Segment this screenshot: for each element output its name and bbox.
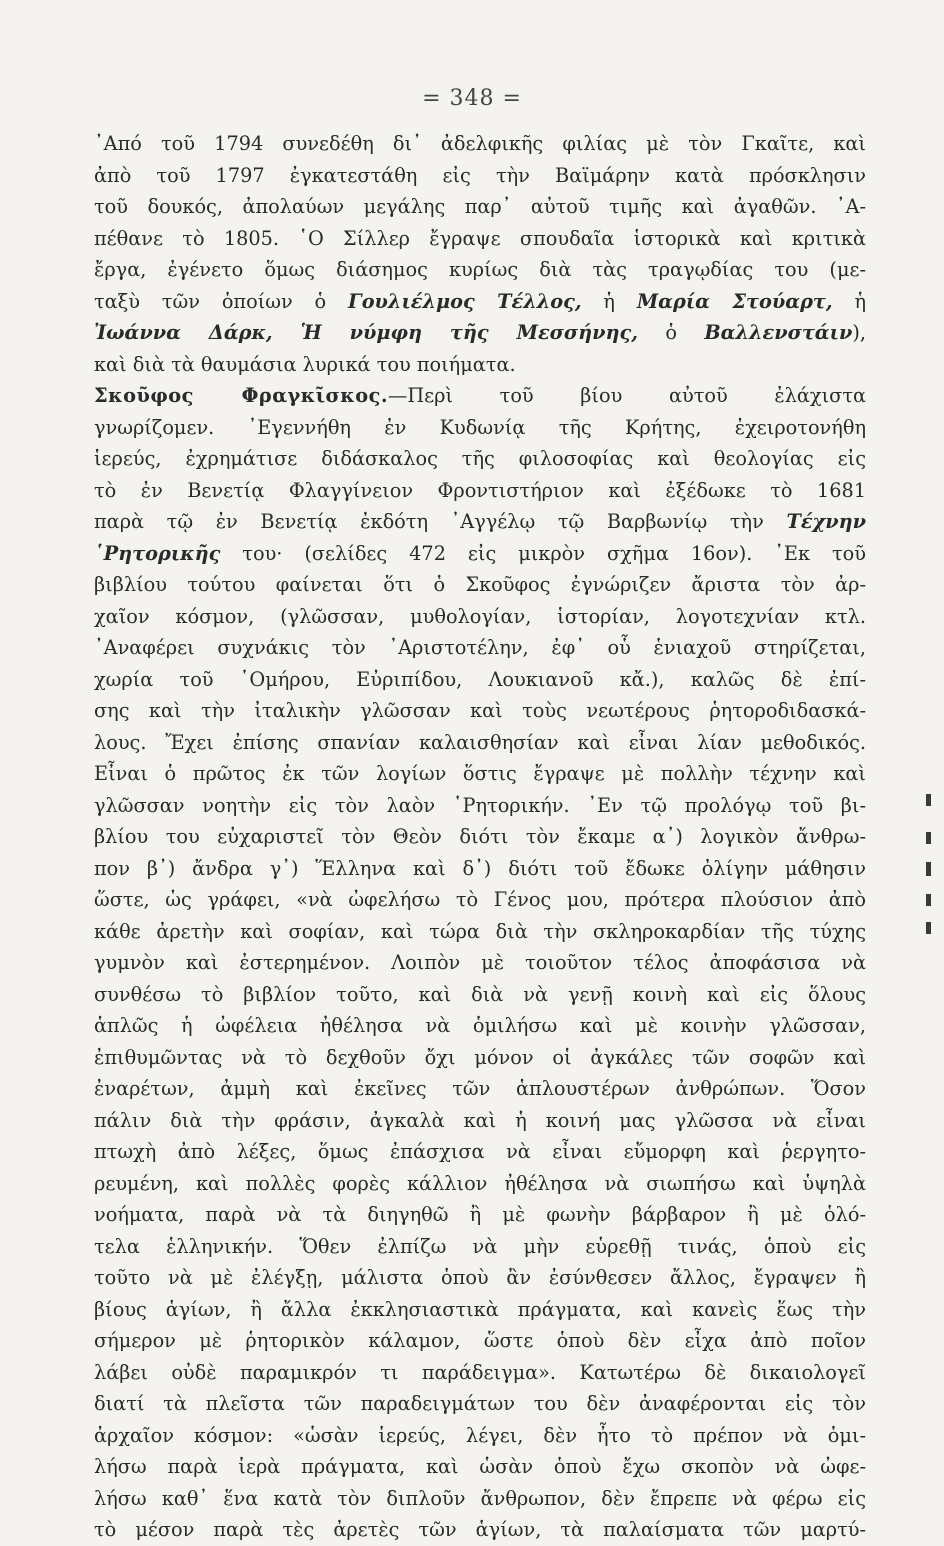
page-edge-mark — [926, 862, 931, 876]
text-line — [94, 128, 866, 160]
text-line — [94, 790, 866, 822]
page-number: = 348 = — [422, 86, 522, 111]
text-line — [94, 1168, 866, 1200]
text-run: ὁ — [637, 321, 705, 344]
text-line — [94, 1451, 866, 1483]
text-run: ταξὺ τῶν ὁποίων ὁ — [94, 289, 348, 313]
text-line — [94, 1136, 866, 1168]
text-run: πον β᾽) ἄνδρα γ᾽) Ἕλληνα καὶ δ᾽) διότι τοῦ ἔδωκε ὀλίγην μάθησιν — [94, 856, 866, 880]
text-line — [94, 632, 866, 664]
text-line — [94, 506, 866, 538]
text-run: βλίου του εὐχαριστεῖ τὸν Θεὸν διότι τὸν ἔκαμε α᾽) λογικὸν ἄνθρω- — [94, 825, 866, 848]
text-line — [94, 821, 866, 853]
text-line — [94, 1483, 866, 1515]
text-line — [94, 223, 866, 255]
text-run: παρὰ τῷ ἐν Βενετίᾳ ἐκδότη ᾽Αγγέλῳ τῷ Βαρβωνίῳ τὴν — [94, 510, 787, 533]
text-run: πέθανε τὸ 1805. ῾Ο Σίλλερ ἔγραψε σπουδαῖα ἱστορικὰ καὶ κριτικὰ — [94, 226, 866, 250]
text-run: λάβει οὐδὲ παραμικρόν τι παράδειγμα». Κατωτέρω δὲ δικαιολογεῖ — [94, 1360, 866, 1384]
text-line — [94, 1042, 866, 1074]
text-run: ), — [852, 321, 866, 344]
text-run: γνωρίζομεν. ᾽Εγεννήθη ἐν Κυδωνίᾳ τῆς Κρήτης, ἐχειροτονήθη — [94, 415, 866, 439]
text-line — [94, 1325, 866, 1357]
text-run: βιβλίου τούτου φαίνεται ὅτι ὁ Σκοῦφος ἐγνώριζεν ἄριστα τὸν ἀρ- — [94, 573, 866, 596]
text-line — [94, 1105, 866, 1137]
text-line — [94, 727, 866, 759]
text-run: ἀρχαῖον κόσμον: «ὡσὰν ἱερεύς, λέγει, δὲν ἦτο τὸ πρέπον νὰ ὁμι- — [94, 1423, 866, 1447]
emphasized-title: Βαλλενστάιν — [704, 321, 853, 344]
text-run: λήσω καθ᾽ ἕνα κατὰ τὸν διπλοῦν ἄνθρωπον, δὲν ἔπρεπε νὰ φέρω εἰς — [94, 1486, 866, 1510]
text-run: πάλιν διὰ τὴν φράσιν, ἀγκαλὰ καὶ ἡ κοινή μας γλῶσσα νὰ εἶναι — [94, 1108, 866, 1132]
text-run: του· (σελίδες 472 εἰς μικρὸν σχῆμα 16ον). ᾽Εκ τοῦ — [220, 541, 866, 565]
text-run: ἔργα, ἐγένετο ὅμως διάσημος κυρίως διὰ τὰς τραγῳδίας του (με- — [94, 258, 866, 281]
text-run: ᾽Αναφέρει συχνάκις τὸν ᾽Αριστοτέλην, ἐφ᾽ οὗ ἑνιαχοῦ στηρίζεται, — [94, 636, 866, 659]
text-run: ἁπλῶς ἡ ὠφέλεια ἠθέλησα νὰ ὁμιλήσω καὶ μὲ κοινὴν γλῶσσαν, — [94, 1014, 866, 1037]
text-run: ᾽Από τοῦ 1794 συνεδέθη δι᾽ ἀδελφικῆς φιλίας μὲ τὸν Γκαῖτε, καὶ — [94, 132, 866, 155]
text-line — [94, 884, 866, 916]
text-line — [94, 758, 866, 790]
text-run: τὸ μέσον παρὰ τὲς ἀρετὲς τῶν ἁγίων, τὰ παλαίσματα τῶν μαρτύ- — [94, 1518, 866, 1541]
entry-heading: Σκοῦφος Φραγκῖσκος. — [94, 384, 389, 407]
page-edge-mark — [926, 922, 931, 934]
text-line — [94, 664, 866, 696]
text-line — [94, 569, 866, 601]
text-line — [94, 317, 866, 349]
text-run: συνθέσω τὸ βιβλίον τοῦτο, καὶ διὰ νὰ γενῇ κοινὴ καὶ εἰς ὅλους — [94, 982, 866, 1006]
text-run: τελα ἑλληνικήν. Ὅθεν ἐλπίζω νὰ μὴν εὑρεθῇ τινάς, ὁποὺ εἰς — [94, 1234, 866, 1258]
text-line — [94, 1294, 866, 1326]
text-run: γυμνὸν καὶ ἐστερημένον. Λοιπὸν μὲ τοιοῦτον τέλος ἀποφάσισα νὰ — [94, 951, 866, 974]
text-line — [94, 286, 866, 318]
text-run: ρευμένη, καὶ πολλὲς φορὲς κάλλιον ἠθέλησα νὰ σιωπήσω καὶ ὑψηλὰ — [94, 1171, 866, 1195]
emphasized-title: Μαρία Στούαρτ, — [636, 289, 833, 313]
page-edge-mark — [926, 894, 931, 906]
page-edge-mark — [926, 794, 931, 806]
text-run: βίους ἁγίων, ἢ ἄλλα ἐκκλησιαστικὰ πράγματα, καὶ κανεὶς ἕως τὴν — [94, 1297, 866, 1321]
text-line — [94, 916, 866, 948]
text-line — [94, 191, 866, 223]
text-run: χωρία τοῦ ῾Ομήρου, Εὐριπίδου, Λουκιανοῦ κἄ.), καλῶς δὲ ἐπί- — [94, 667, 866, 691]
text-run: σης καὶ τὴν ἰταλικὴν γλῶσσαν καὶ τοὺς νεωτέρους ῥητοροδιδασκά- — [94, 699, 866, 722]
text-run: καὶ διὰ τὰ θαυμάσια λυρικά του ποιήματα. — [94, 352, 516, 376]
text-line — [94, 475, 866, 507]
text-run: ἐπιθυμῶντας νὰ τὸ δεχθοῦν ὄχι μόνον οἱ ἀγκάλες τῶν σοφῶν καὶ — [94, 1045, 866, 1069]
text-run: τοῦ δουκός, ἀπολαύων μεγάλης παρ᾽ αὐτοῦ τιμῆς καὶ ἀγαθῶν. ᾽Α- — [94, 195, 866, 218]
emphasized-title: Γουλιέλμος Τέλλος, — [348, 289, 582, 313]
text-run: λους. Ἔχει ἐπίσης σπανίαν καλαισθησίαν καὶ εἶναι λίαν μεθοδικός. — [94, 730, 866, 754]
text-line — [94, 601, 866, 633]
text-line — [94, 1199, 866, 1231]
text-run: Εἶναι ὁ πρῶτος ἐκ τῶν λογίων ὅστις ἔγραψε μὲ πολλὴν τέχνην καὶ — [94, 762, 866, 785]
text-run: ἐναρέτων, ἀμμὴ καὶ ἐκεῖνες τῶν ἁπλουστέρων ἀνθρώπων. Ὅσον — [94, 1077, 866, 1100]
text-run: διατί τὰ πλεῖστα τῶν παραδειγμάτων του δὲν ἀναφέρονται εἰς τὸν — [94, 1392, 866, 1415]
text-line — [94, 349, 866, 381]
text-run: ἀπὸ τοῦ 1797 ἐγκατεστάθη εἰς τὴν Βαϊμάρην κατὰ πρόσκλησιν — [94, 163, 866, 187]
text-line — [94, 947, 866, 979]
text-line — [94, 160, 866, 192]
text-line — [94, 1388, 866, 1420]
text-line — [94, 1262, 866, 1294]
text-line — [94, 412, 866, 444]
text-run: κάθε ἀρετὴν καὶ σοφίαν, καὶ τώρα διὰ τὴν σκληροκαρδίαν τῆς τύχης — [94, 919, 866, 943]
text-line — [94, 1420, 866, 1452]
text-run: νοήματα, παρὰ νὰ τὰ διηγηθῶ ἢ μὲ φωνὴν βάρβαρον ἢ μὲ ὁλό- — [94, 1203, 866, 1226]
text-line — [94, 1357, 866, 1389]
emphasized-title: Ἰωάννα Δάρκ, Ἡ νύμφη τῆς Μεσσήνης, — [94, 321, 638, 344]
text-run: τὸ ἐν Βενετίᾳ Φλαγγίνειον Φροντιστήριον καὶ ἐξέδωκε τὸ 1681 — [94, 478, 866, 502]
emphasized-title: Τέχνην — [786, 510, 866, 533]
text-run: γλῶσσαν νοητὴν εἰς τὸν λαὸν ῾Ρητορικήν. ᾽Εν τῷ προλόγῳ τοῦ βι- — [94, 793, 866, 817]
text-run: πτωχὴ ἀπὸ λέξες, ὅμως ἐπάσχισα νὰ εἶναι εὔμορφη καὶ ῥεργητο- — [94, 1140, 866, 1163]
text-line — [94, 443, 866, 475]
text-line — [94, 1231, 866, 1263]
text-line — [94, 853, 866, 885]
text-line — [94, 979, 866, 1011]
text-run: ἱερεύς, ἐχρημάτισε διδάσκαλος τῆς φιλοσοφίας καὶ θεολογίας εἰς — [94, 447, 866, 470]
text-line — [94, 1010, 866, 1042]
text-run: τοῦτο νὰ μὲ ἐλέγξῃ, μάλιστα ὁποὺ ἂν ἐσύνθεσεν ἄλλος, ἔγραψεν ἢ — [94, 1266, 866, 1289]
text-run: ἡ — [832, 289, 866, 313]
text-run: ἡ — [581, 289, 637, 313]
text-run: ὥστε, ὡς γράφει, «νὰ ὠφελήσω τὸ Γένος μου, πρότερα πλούσιον ἀπὸ — [94, 888, 866, 911]
text-line — [94, 1514, 866, 1546]
text-line — [94, 1073, 866, 1105]
text-run: —Περὶ τοῦ βίου αὐτοῦ ἐλάχιστα — [388, 384, 866, 407]
text-run: χαῖον κόσμον, (γλῶσσαν, μυθολογίαν, ἱστορίαν, λογοτεχνίαν κτλ. — [94, 604, 866, 628]
body-text — [94, 128, 866, 1546]
text-line — [94, 380, 866, 412]
text-line — [94, 695, 866, 727]
text-run: λήσω παρὰ ἱερὰ πράγματα, καὶ ὡσὰν ὁποὺ ἔχω σκοπὸν νὰ ὠφε- — [94, 1455, 866, 1478]
page-edge-mark — [926, 832, 931, 844]
emphasized-title: ῾Ρητορικῆς — [94, 541, 221, 565]
text-line — [94, 538, 866, 570]
text-line — [94, 254, 866, 286]
text-run: σήμερον μὲ ῥητορικὸν κάλαμον, ὥστε ὁποὺ δὲν εἶχα ἀπὸ ποῖον — [94, 1329, 866, 1352]
